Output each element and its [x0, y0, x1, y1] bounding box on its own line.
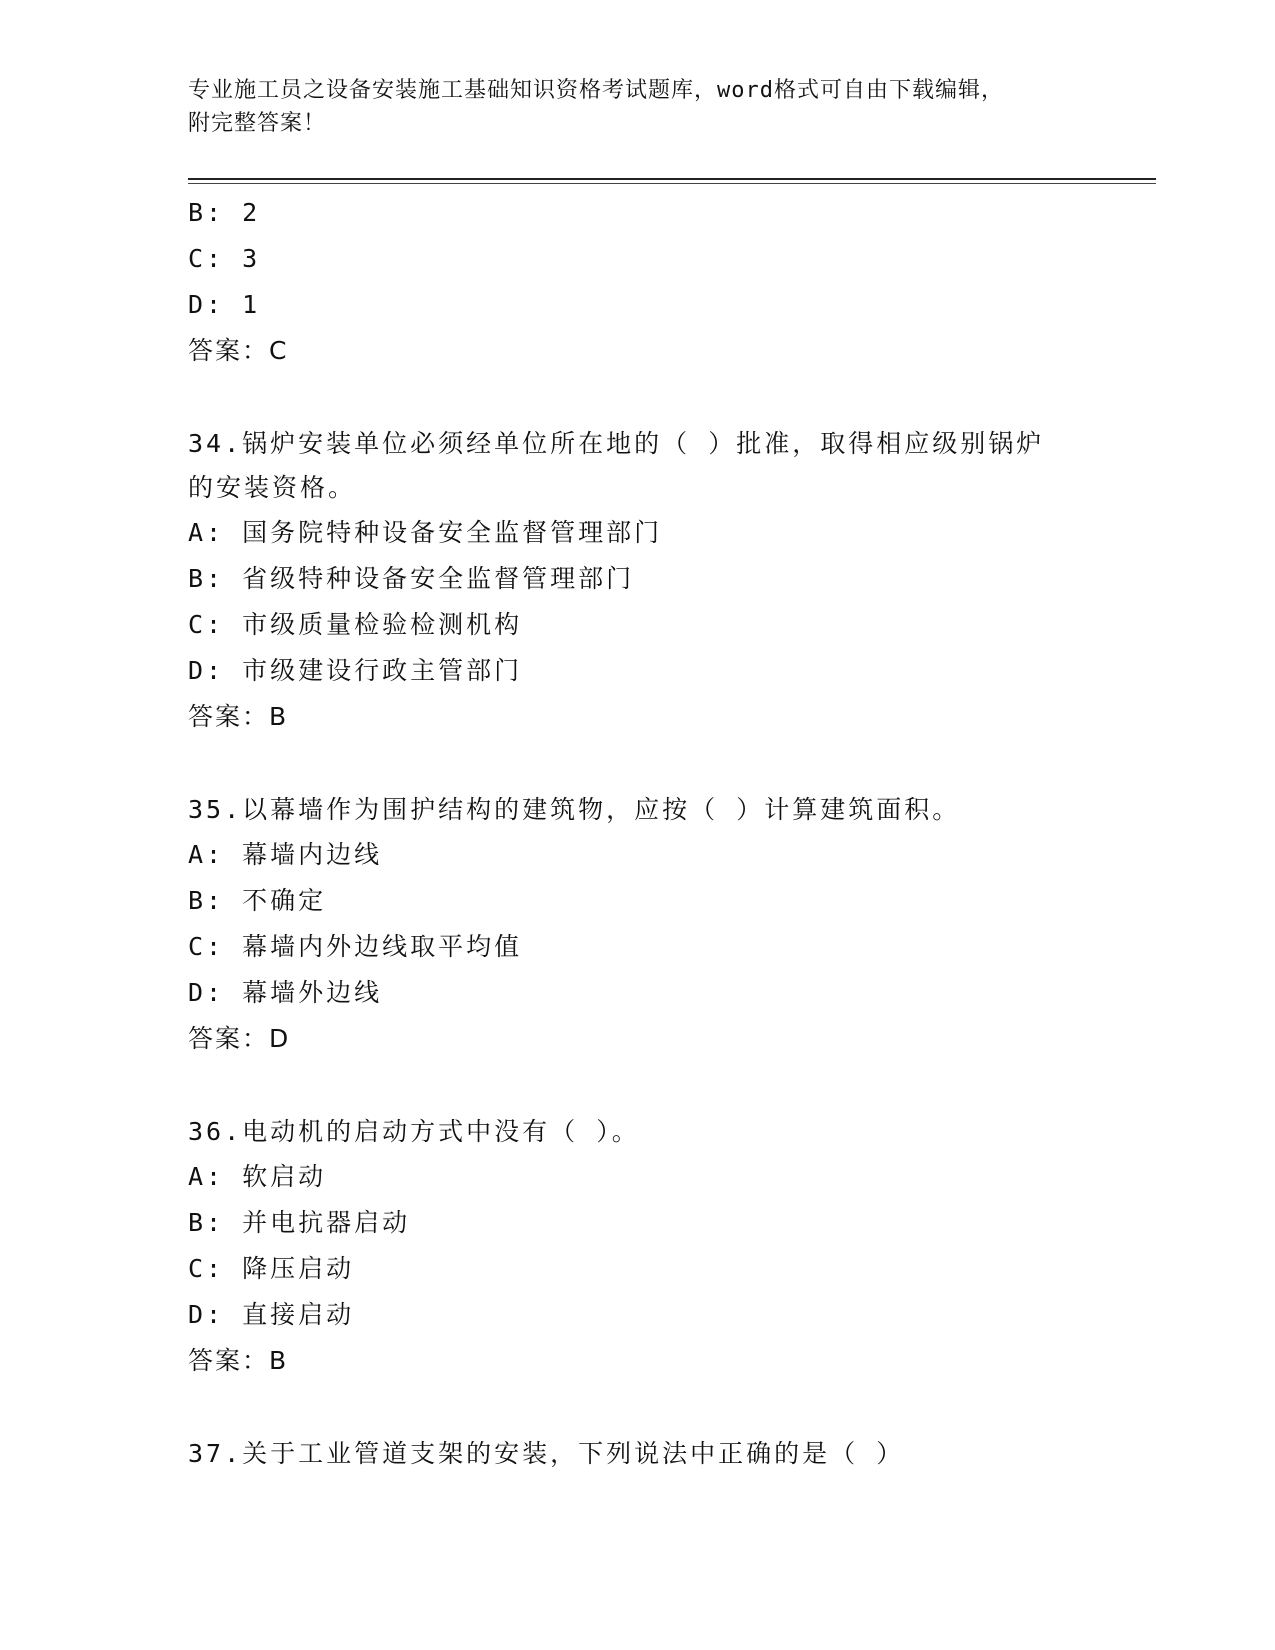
spacer	[188, 374, 1138, 422]
option-c: C: 幕墙内外边线取平均值	[188, 932, 523, 961]
option-d: D: 直接启动	[188, 1300, 355, 1329]
question-stem-line-1: 34.锅炉安装单位必须经单位所在地的（ ）批准，取得相应级别锅炉	[188, 429, 1045, 458]
question-stem-line-1: 36.电动机的启动方式中没有（ ）。	[188, 1117, 640, 1146]
spacer	[188, 1062, 1138, 1110]
question-stem-line-1: 37.关于工业管道支架的安装，下列说法中正确的是（ ）	[188, 1439, 905, 1468]
option-d: D: 幕墙外边线	[188, 978, 383, 1007]
option-c: C: 市级质量检验检测机构	[188, 610, 523, 639]
question-37	[188, 1432, 1138, 1476]
option-b: B: 并电抗器启动	[188, 1208, 411, 1237]
question-stem-line-2: 的安装资格。	[188, 473, 357, 502]
spacer	[188, 1384, 1138, 1432]
question-35	[188, 788, 1138, 1062]
question-34	[188, 422, 1138, 740]
header-line-1: 专业施工员之设备安装施工基础知识资格考试题库，word格式可自由下载编辑，	[188, 78, 1004, 103]
answer-line: 答案：C	[188, 336, 289, 365]
answer-line: 答案：B	[188, 1346, 289, 1375]
option-a: A: 国务院特种设备安全监督管理部门	[188, 518, 663, 547]
option-b: B: 2	[188, 198, 261, 227]
option-b: B: 省级特种设备安全监督管理部门	[188, 564, 635, 593]
document-header	[188, 74, 1088, 140]
answer-line: 答案：D	[188, 1024, 291, 1053]
question-33-continued	[188, 190, 1138, 374]
question-content	[188, 190, 1138, 1476]
answer-line: 答案：B	[188, 702, 289, 731]
option-d: D: 市级建设行政主管部门	[188, 656, 523, 685]
spacer	[188, 740, 1138, 788]
question-36	[188, 1110, 1138, 1384]
header-divider-thick	[188, 178, 1156, 180]
option-c: C: 降压启动	[188, 1254, 355, 1283]
option-c: C: 3	[188, 244, 261, 273]
question-stem-line-1: 35.以幕墙作为围护结构的建筑物，应按（ ）计算建筑面积。	[188, 795, 961, 824]
header-line-2: 附完整答案！	[188, 111, 327, 136]
option-a: A: 软启动	[188, 1162, 327, 1191]
option-b: B: 不确定	[188, 886, 327, 915]
option-a: A: 幕墙内边线	[188, 840, 383, 869]
option-d: D: 1	[188, 290, 261, 319]
header-divider-thin	[188, 183, 1156, 184]
